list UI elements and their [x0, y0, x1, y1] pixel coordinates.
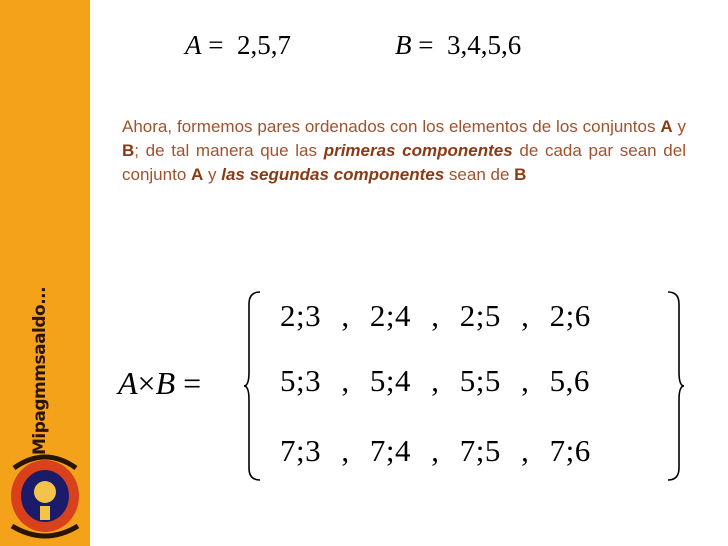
pair: 5;5	[459, 363, 501, 398]
para-set-b-2: B	[514, 165, 527, 184]
pair-separator: ,	[521, 298, 530, 333]
product-row-3	[280, 433, 591, 469]
set-a-definition	[185, 30, 291, 61]
product-equals: =	[183, 365, 202, 401]
para-text-4: de cada par sean del conjunto	[122, 141, 686, 184]
sidebar-bar	[0, 0, 90, 546]
pair-separator: ,	[431, 298, 440, 333]
para-text-3: ; de tal manera que las	[134, 141, 324, 160]
para-segundas-componentes: las segundas componentes	[221, 165, 445, 184]
pair-separator: ,	[341, 433, 350, 468]
product-row-1	[280, 298, 591, 334]
product-row-2	[280, 363, 590, 399]
pair: 5;4	[369, 363, 411, 398]
cartesian-product-label	[118, 365, 201, 402]
product-set-b: B	[155, 365, 176, 401]
right-brace-icon	[665, 290, 685, 482]
set-a-elements: 2,5,7	[236, 30, 291, 60]
pair-separator: ,	[521, 433, 530, 468]
explanation-paragraph	[122, 115, 686, 187]
para-text-5: y	[203, 165, 222, 184]
set-b-definition	[395, 30, 521, 61]
pair: 2;3	[280, 298, 322, 333]
pair-separator: ,	[431, 433, 440, 468]
para-set-a: A	[660, 117, 673, 136]
pair: 5,6	[549, 363, 590, 398]
para-text-6: sean de	[444, 165, 515, 184]
sidebar-vertical-text: Mipagmmsaaldo...	[30, 286, 50, 455]
set-b-elements: 3,4,5,6	[446, 30, 522, 60]
logo-emblem-icon	[4, 448, 86, 540]
para-text-2: y	[672, 117, 686, 136]
product-times-sign: ×	[137, 365, 156, 401]
pair: 7;4	[369, 433, 411, 468]
set-a-equals: =	[208, 30, 224, 60]
pair: 2;5	[459, 298, 501, 333]
pair: 2;6	[549, 298, 591, 333]
para-set-b: B	[122, 141, 135, 160]
product-set-a: A	[118, 365, 138, 401]
para-set-a-2: A	[191, 165, 204, 184]
set-b-equals: =	[418, 30, 434, 60]
left-brace-icon	[243, 290, 263, 482]
para-primeras-componentes: primeras componentes	[323, 141, 513, 160]
pair-separator: ,	[431, 363, 440, 398]
pair: 2;4	[369, 298, 411, 333]
pair: 7;5	[459, 433, 501, 468]
pair: 7;6	[549, 433, 591, 468]
para-text-1: Ahora, formemos pares ordenados con los elementos de los conjuntos	[122, 117, 661, 136]
set-a-name: A	[185, 30, 202, 60]
pair: 5;3	[280, 363, 322, 398]
pair: 7;3	[280, 433, 322, 468]
pair-separator: ,	[521, 363, 530, 398]
set-b-name: B	[395, 30, 412, 60]
pair-separator: ,	[341, 298, 350, 333]
pair-separator: ,	[341, 363, 350, 398]
